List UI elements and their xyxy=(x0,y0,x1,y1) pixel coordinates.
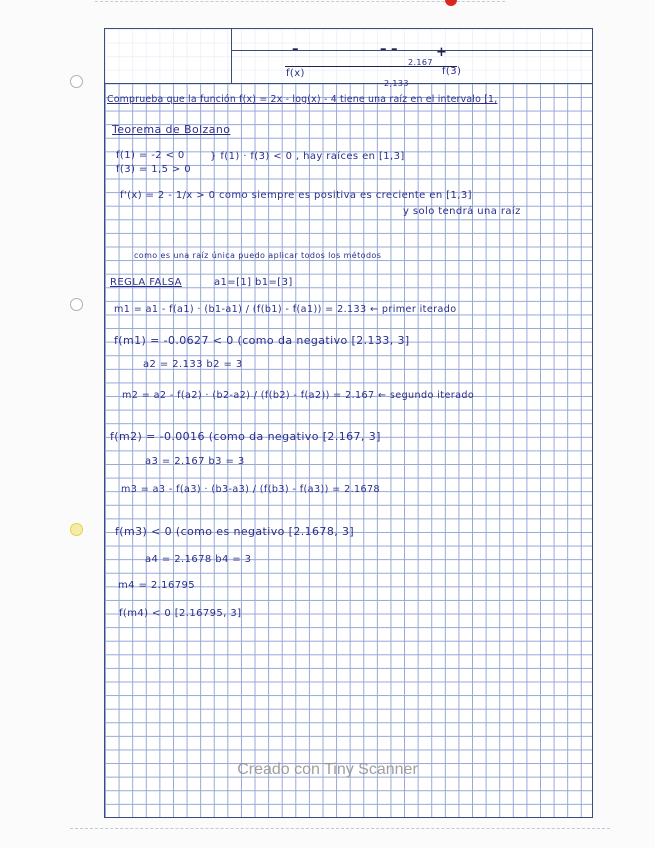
a2-b2: a2 = 2.133 b2 = 3 xyxy=(143,359,243,370)
methods-note: como es una raíz única puedo aplicar todos los métodos xyxy=(134,251,382,260)
regula-falsa-title: REGLA FALSA xyxy=(110,277,182,288)
sign-plus: + xyxy=(436,45,447,60)
theorem-title: Teorema de Bolzano xyxy=(112,123,231,136)
page-bottom-edge xyxy=(70,828,610,829)
m2-formula: m2 = a2 - f(a2) · (b2-a2) / (f(b2) - f(a2)) = 2.167 ← segundo iterado xyxy=(122,390,475,401)
scanner-watermark: Creado con Tiny Scanner xyxy=(237,761,418,778)
f-3-label: f(3) xyxy=(442,66,462,77)
a3-b3: a3 = 2.167 b3 = 3 xyxy=(145,456,245,467)
page-top-edge xyxy=(95,1,505,2)
m1-formula: m1 = a1 - f(a1) · (b1-a1) / (f(b1) - f(a1)) = 2.133 ← primer iterado xyxy=(114,304,457,315)
sign-minus: – xyxy=(292,42,299,57)
f-x-label: f(x) xyxy=(286,68,305,79)
f-m3: f(m3) < 0 (como es negativo [2.1678, 3] xyxy=(115,525,355,538)
sign-value: 2,133 xyxy=(384,79,409,88)
bolzano-f1: f(1) = -2 < 0 xyxy=(116,150,185,161)
problem-statement: Comprueba que la función f(x) = 2x - log(x) - 4 tiene una raíz en el intervalo [1, xyxy=(107,94,498,105)
f-m2: f(m2) = -0.0016 (como da negativo [2.167, 3] xyxy=(110,430,381,443)
initial-interval: a1=[1] b1=[3] xyxy=(214,277,293,288)
punch-hole xyxy=(70,75,83,88)
punch-hole xyxy=(70,298,83,311)
sign-minus-double: – – xyxy=(380,42,398,57)
m3-formula: m3 = a3 - f(a3) · (b3-a3) / (f(b3) - f(a3)) = 2.1678 xyxy=(121,484,381,495)
bolzano-conclusion: } f(1) · f(3) < 0 , hay raíces en [1,3] xyxy=(210,151,405,162)
derivative-line: f'(x) = 2 - 1/x > 0 como siempre es positiva es creciente en [1,3] xyxy=(120,190,472,201)
f-m1: f(m1) = -0.0627 < 0 (como da negativo [2.133, 3] xyxy=(114,334,410,347)
header-divider xyxy=(231,50,593,51)
scan-mark xyxy=(445,0,457,6)
derivative-conclusion: y solo tendrá una raíz xyxy=(403,206,521,217)
grid-sheet xyxy=(104,28,593,818)
bolzano-f3: f(3) = 1,5 > 0 xyxy=(116,164,192,175)
a4-b4: a4 = 2.1678 b4 = 3 xyxy=(145,554,252,565)
f-m4: f(m4) < 0 [2.16795, 3] xyxy=(119,608,242,619)
m4-value: m4 = 2.16795 xyxy=(118,580,195,591)
punch-hole xyxy=(70,523,83,536)
sign-value: 2.167 xyxy=(408,58,433,67)
